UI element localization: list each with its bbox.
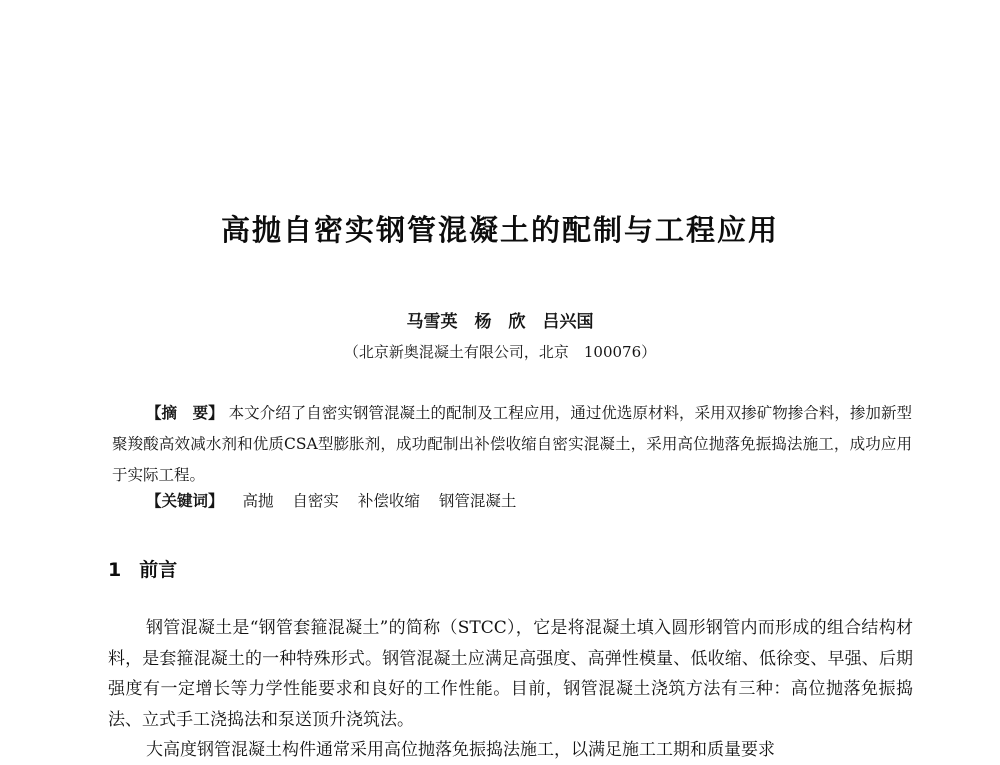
paper-title: 高抛自密实钢管混凝土的配制与工程应用 xyxy=(220,213,779,247)
abstract-label: 【摘 要】 xyxy=(146,404,224,422)
section-heading xyxy=(108,555,177,582)
keywords-label: 【关键词】 xyxy=(146,492,224,510)
affiliation: （北京新奥混凝土有限公司，北京 100076） xyxy=(343,343,657,361)
keywords xyxy=(146,489,916,511)
keyword-item: 补偿收缩 xyxy=(357,492,420,510)
abstract-text: 本文介绍了自密实钢管混凝土的配制及工程应用，通过优选原材料，采用双掺矿物掺合料，掺加新型聚羧酸高效减水剂和优质CSA型膨胀剂，成功配制出补偿收缩自密实混凝土，采用高位抛落免振捣法施工，成功应用于实际工程。 xyxy=(112,404,912,484)
author-list: 马雪英 杨 欣 吕兴国 xyxy=(406,312,594,332)
section-number: 1 xyxy=(108,559,122,581)
keyword-item: 高抛 xyxy=(242,492,274,510)
abstract xyxy=(112,398,912,491)
next-paragraph-partial: 大高度钢管混凝土构件通常采用高位抛落免振捣法施工，以满足施工工期和质量要求 xyxy=(146,740,775,760)
body-paragraph: 钢管混凝土是“钢管套箍混凝土”的简称（STCC），它是将混凝土填入圆形钢管内而形成的组合结构材料，是套箍混凝土的一种特殊形式。钢管混凝土应满足高强度、高弹性模量、低收缩、低徐变、早强、后期强度有一定增长等力学性能要求和良好的工作性能。目前，钢管混凝土浇筑方法有三种：高位抛落免振捣法、立式手工浇捣法和泵送顶升浇筑法。 xyxy=(108,618,913,730)
keyword-item: 自密实 xyxy=(292,492,339,510)
keyword-item: 钢管混凝土 xyxy=(438,492,517,510)
section-title: 前言 xyxy=(139,559,178,581)
